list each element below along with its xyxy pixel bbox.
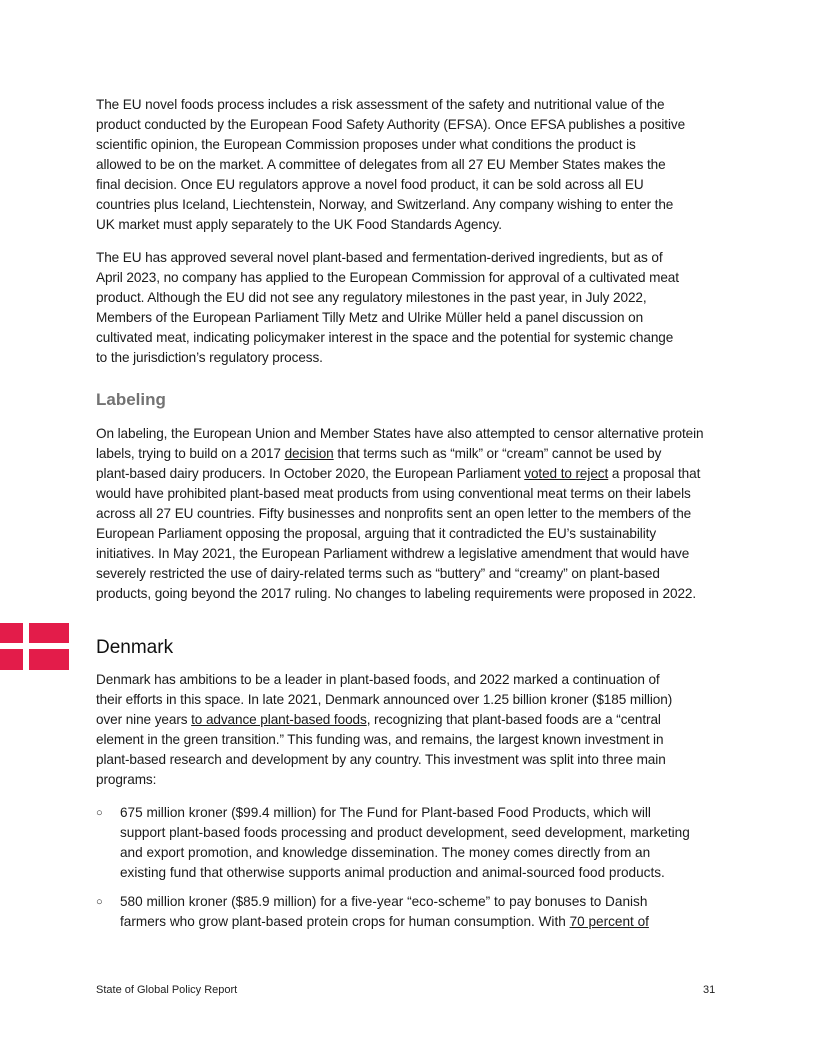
paragraph-eu-approvals: [96, 248, 679, 368]
text-segment: , recognizing that plant-based foods are a “central: [366, 712, 661, 727]
text-line: [96, 770, 672, 790]
text-line: [96, 175, 685, 195]
text-segment: plant-based dairy producers. In October 2020, the European Parliament: [96, 466, 525, 481]
text-line: [96, 155, 685, 175]
text-line: [96, 710, 672, 730]
text-segment: their efforts in this space. In late 2021, Denmark announced over 1.25 billion kroner ($185 million): [96, 692, 673, 707]
text-line: [96, 750, 672, 770]
text-line: [96, 115, 685, 135]
text-segment: element in the green transition.” This funding was, and remains, the largest known investment in: [96, 732, 664, 747]
text-segment: support plant-based foods processing and product development, seed development, marketing: [120, 825, 690, 840]
text-segment: across all 27 EU countries. Fifty businesses and nonprofits sent an open letter to the members of the: [96, 506, 692, 521]
text-line: [96, 504, 703, 524]
text-segment: over nine years: [96, 712, 192, 727]
text-line: [120, 863, 690, 883]
inline-link[interactable]: to advance plant-based foods: [191, 712, 367, 727]
text-line: [96, 444, 703, 464]
footer-title: State of Global Policy Report: [96, 984, 238, 996]
text-segment: initiatives. In May 2021, the European Parliament withdrew a legislative amendment that would have: [96, 546, 690, 561]
text-segment: UK market must apply separately to the UK Food Standards Agency.: [96, 217, 502, 232]
paragraph-novel-foods: [96, 95, 685, 235]
text-line: [96, 564, 703, 584]
text-segment: labels, trying to build on a 2017: [96, 446, 285, 461]
text-segment: April 2023, no company has applied to the European Commission for approval of a cultivated meat: [96, 270, 679, 285]
text-line: [96, 464, 703, 484]
text-line: [120, 823, 690, 843]
paragraph-labeling: [96, 424, 703, 604]
text-segment: final decision. Once EU regulators approve a novel food product, it can be sold across all EU: [96, 177, 644, 192]
inline-link[interactable]: 70 percent of: [569, 914, 649, 929]
text-line: [96, 195, 685, 215]
inline-link[interactable]: decision: [284, 446, 334, 461]
text-line: [96, 484, 703, 504]
text-segment: and export promotion, and knowledge dissemination. The money comes directly from an: [120, 845, 651, 860]
text-segment: 580 million kroner ($85.9 million) for a five-year “eco-scheme” to pay bonuses to Danish: [120, 894, 648, 909]
page-number: 31: [703, 984, 716, 996]
text-segment: European Parliament opposing the proposal, arguing that it contradicted the EU’s sustainability: [96, 526, 657, 541]
text-segment: scientific opinion, the European Commission proposes under what conditions the product is: [96, 137, 636, 152]
text-segment: would have prohibited plant-based meat products from using conventional meat terms on their labels: [96, 486, 691, 501]
text-segment: product conducted by the European Food Safety Authority (EFSA). Once EFSA publishes a positive: [96, 117, 686, 132]
text-segment: cultivated meat, indicating policymaker interest in the space and the potential for systemic change: [96, 330, 674, 345]
text-segment: plant-based research and development by any country. This investment was split into three main: [96, 752, 666, 767]
text-segment: a proposal that: [608, 466, 701, 481]
text-line: [96, 424, 703, 444]
text-segment: Denmark has ambitions to be a leader in plant-based foods, and 2022 marked a continuation of: [96, 672, 660, 687]
text-segment: existing fund that otherwise supports animal production and animal-sourced food products.: [120, 865, 665, 880]
text-line: [120, 803, 690, 823]
text-line: [96, 95, 685, 115]
bullet-circle-icon: ○: [96, 896, 103, 908]
text-line: [120, 892, 649, 912]
text-segment: On labeling, the European Union and Member States have also attempted to censor alternative protein: [96, 426, 704, 441]
heading-labeling: Labeling: [96, 390, 166, 409]
text-segment: farmers who grow plant-based protein crops for human consumption. With: [120, 914, 570, 929]
text-segment: countries plus Iceland, Liechtenstein, Norway, and Switzerland. Any company wishing to enter the: [96, 197, 674, 212]
text-segment: severely restricted the use of dairy-related terms such as “buttery” and “creamy” on plant-based: [96, 566, 660, 581]
text-line: [96, 288, 679, 308]
text-line: [120, 912, 649, 932]
bullet-circle-icon: ○: [96, 807, 103, 819]
text-line: [96, 348, 679, 368]
text-line: [96, 215, 685, 235]
text-segment: Members of the European Parliament Tilly Metz and Ulrike Müller held a panel discussion on: [96, 310, 644, 325]
bullet-text: [120, 892, 649, 932]
text-segment: to the jurisdiction’s regulatory process.: [96, 350, 323, 365]
text-line: [96, 584, 703, 604]
text-line: [96, 524, 703, 544]
text-segment: 675 million kroner ($99.4 million) for The Fund for Plant-based Food Products, which will: [120, 805, 651, 820]
text-line: [96, 690, 672, 710]
bullet-text: [120, 803, 690, 883]
text-segment: products, going beyond the 2017 ruling. No changes to labeling requirements were proposed in 2022.: [96, 586, 697, 601]
text-segment: allowed to be on the market. A committee of delegates from all 27 EU Member States makes the: [96, 157, 666, 172]
text-line: [96, 544, 703, 564]
text-line: [96, 268, 679, 288]
text-segment: that terms such as “milk” or “cream” cannot be used by: [333, 446, 662, 461]
text-line: [96, 328, 679, 348]
paragraph-denmark: [96, 670, 672, 790]
text-segment: The EU has approved several novel plant-based and fermentation-derived ingredients, but as of: [96, 250, 663, 265]
text-line: [96, 308, 679, 328]
text-segment: The EU novel foods process includes a risk assessment of the safety and nutritional value of the: [96, 97, 665, 112]
text-line: [96, 670, 672, 690]
text-line: [96, 248, 679, 268]
inline-link[interactable]: voted to reject: [524, 466, 609, 481]
text-segment: programs:: [96, 772, 157, 787]
text-segment: product. Although the EU did not see any regulatory milestones in the past year, in July 2022,: [96, 290, 647, 305]
text-line: [96, 135, 685, 155]
text-line: [120, 843, 690, 863]
text-line: [96, 730, 672, 750]
heading-denmark: Denmark: [96, 637, 174, 658]
